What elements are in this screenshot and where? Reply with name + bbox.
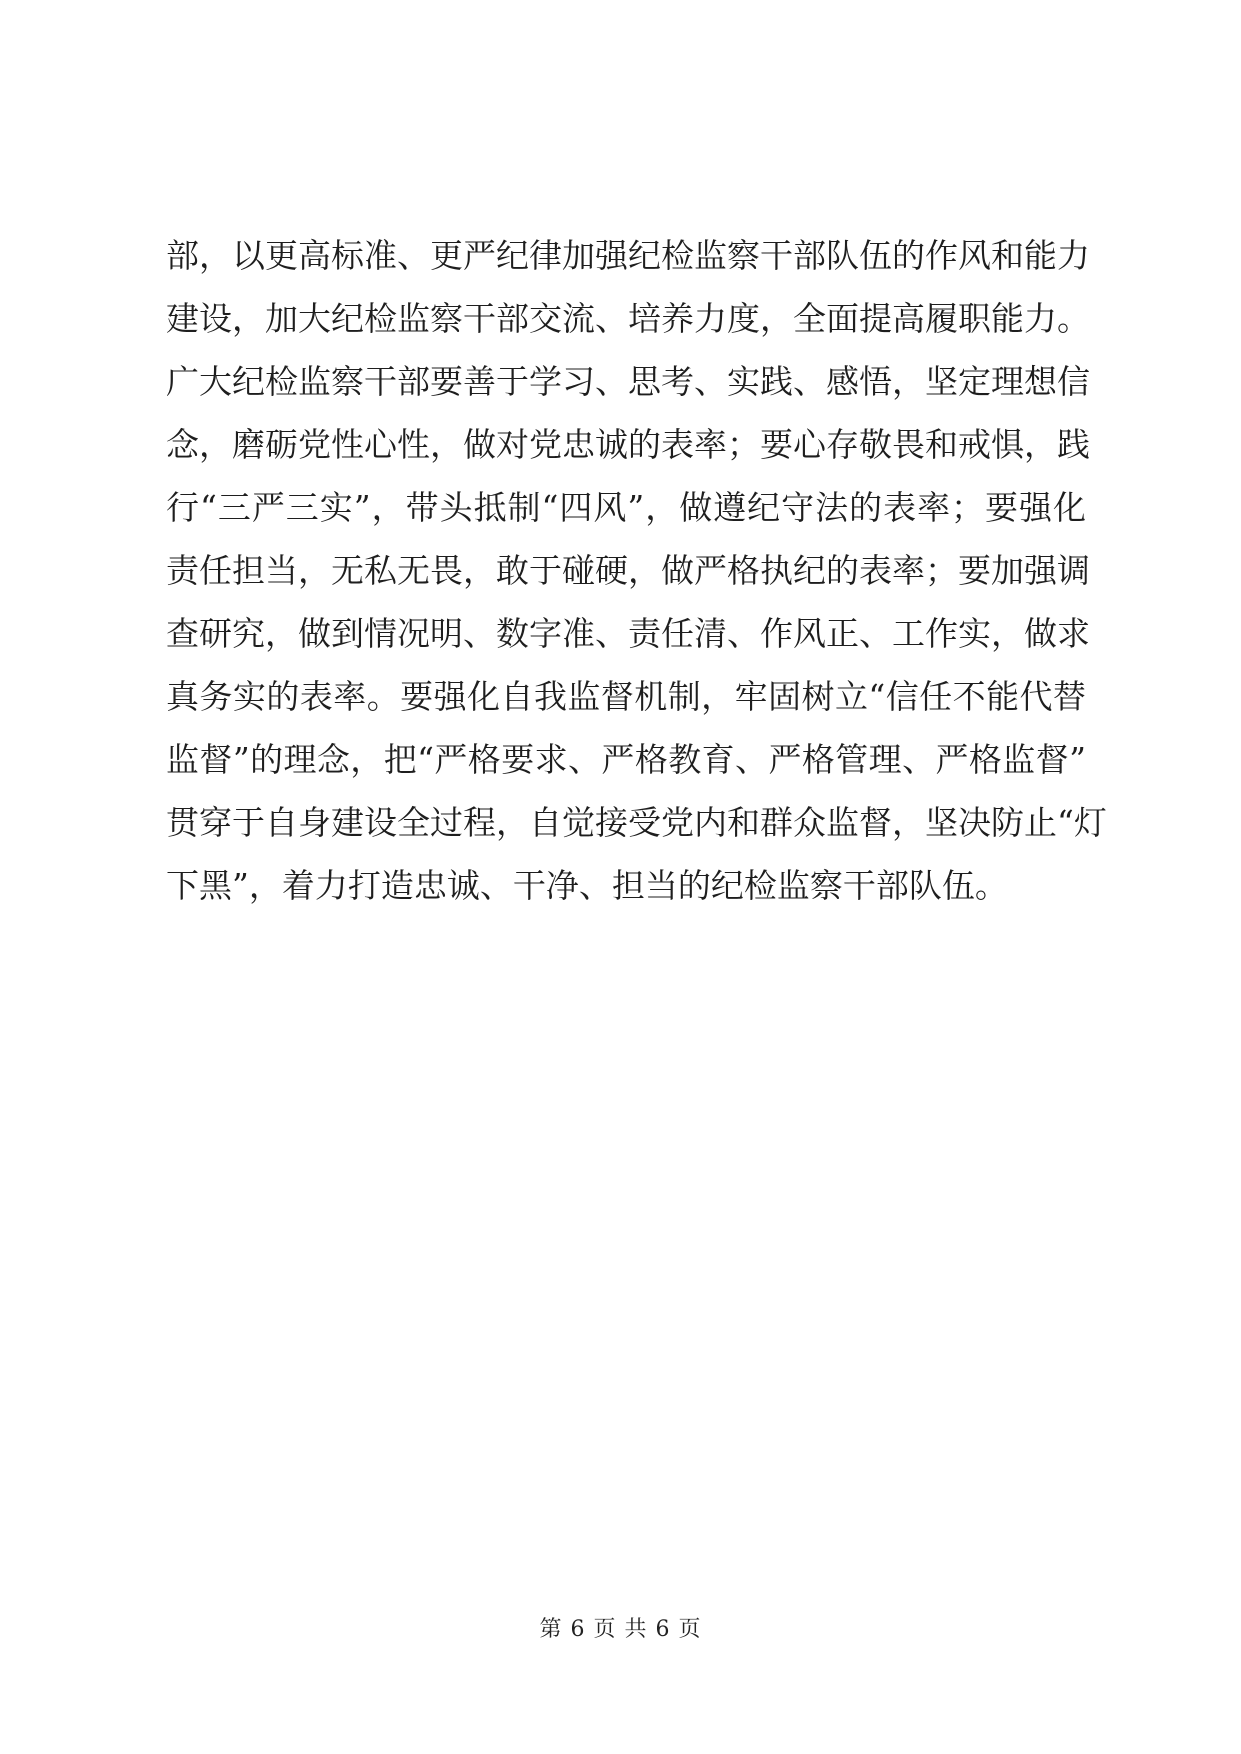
text-line: 行“三严三实”，带头抵制“四风”，做遵纪守法的表率；要强化 [166, 488, 1086, 527]
page-number-footer: 第 6 页 共 6 页 [539, 1617, 702, 1642]
text-line: 查研究，做到情况明、数字准、责任清、作风正、工作实，做求 [166, 614, 1090, 653]
text-line: 建设，加大纪检监察干部交流、培养力度，全面提高履职能力。 [166, 299, 1090, 338]
text-line: 部，以更高标准、更严纪律加强纪检监察干部队伍的作风和能力 [166, 236, 1090, 275]
text-line: 监督”的理念，把“严格要求、严格教育、严格管理、严格监督” [166, 740, 1086, 779]
text-line: 广大纪检监察干部要善于学习、思考、实践、感悟，坚定理想信 [166, 362, 1090, 401]
text-line: 真务实的表率。要强化自我监督机制，牢固树立“信任不能代替 [166, 677, 1086, 716]
text-line: 贯穿于自身建设全过程，自觉接受党内和群众监督，坚决防止“灯 [166, 803, 1107, 842]
text-line: 念，磨砺党性心性，做对党忠诚的表率；要心存敬畏和戒惧，践 [166, 425, 1090, 464]
body-paragraph [166, 224, 1107, 917]
text-line: 责任担当，无私无畏，敢于碰硬，做严格执纪的表率；要加强调 [166, 551, 1090, 590]
text-line-last: 下黑”，着力打造忠诚、干净、担当的纪检监察干部队伍。 [166, 866, 1008, 905]
